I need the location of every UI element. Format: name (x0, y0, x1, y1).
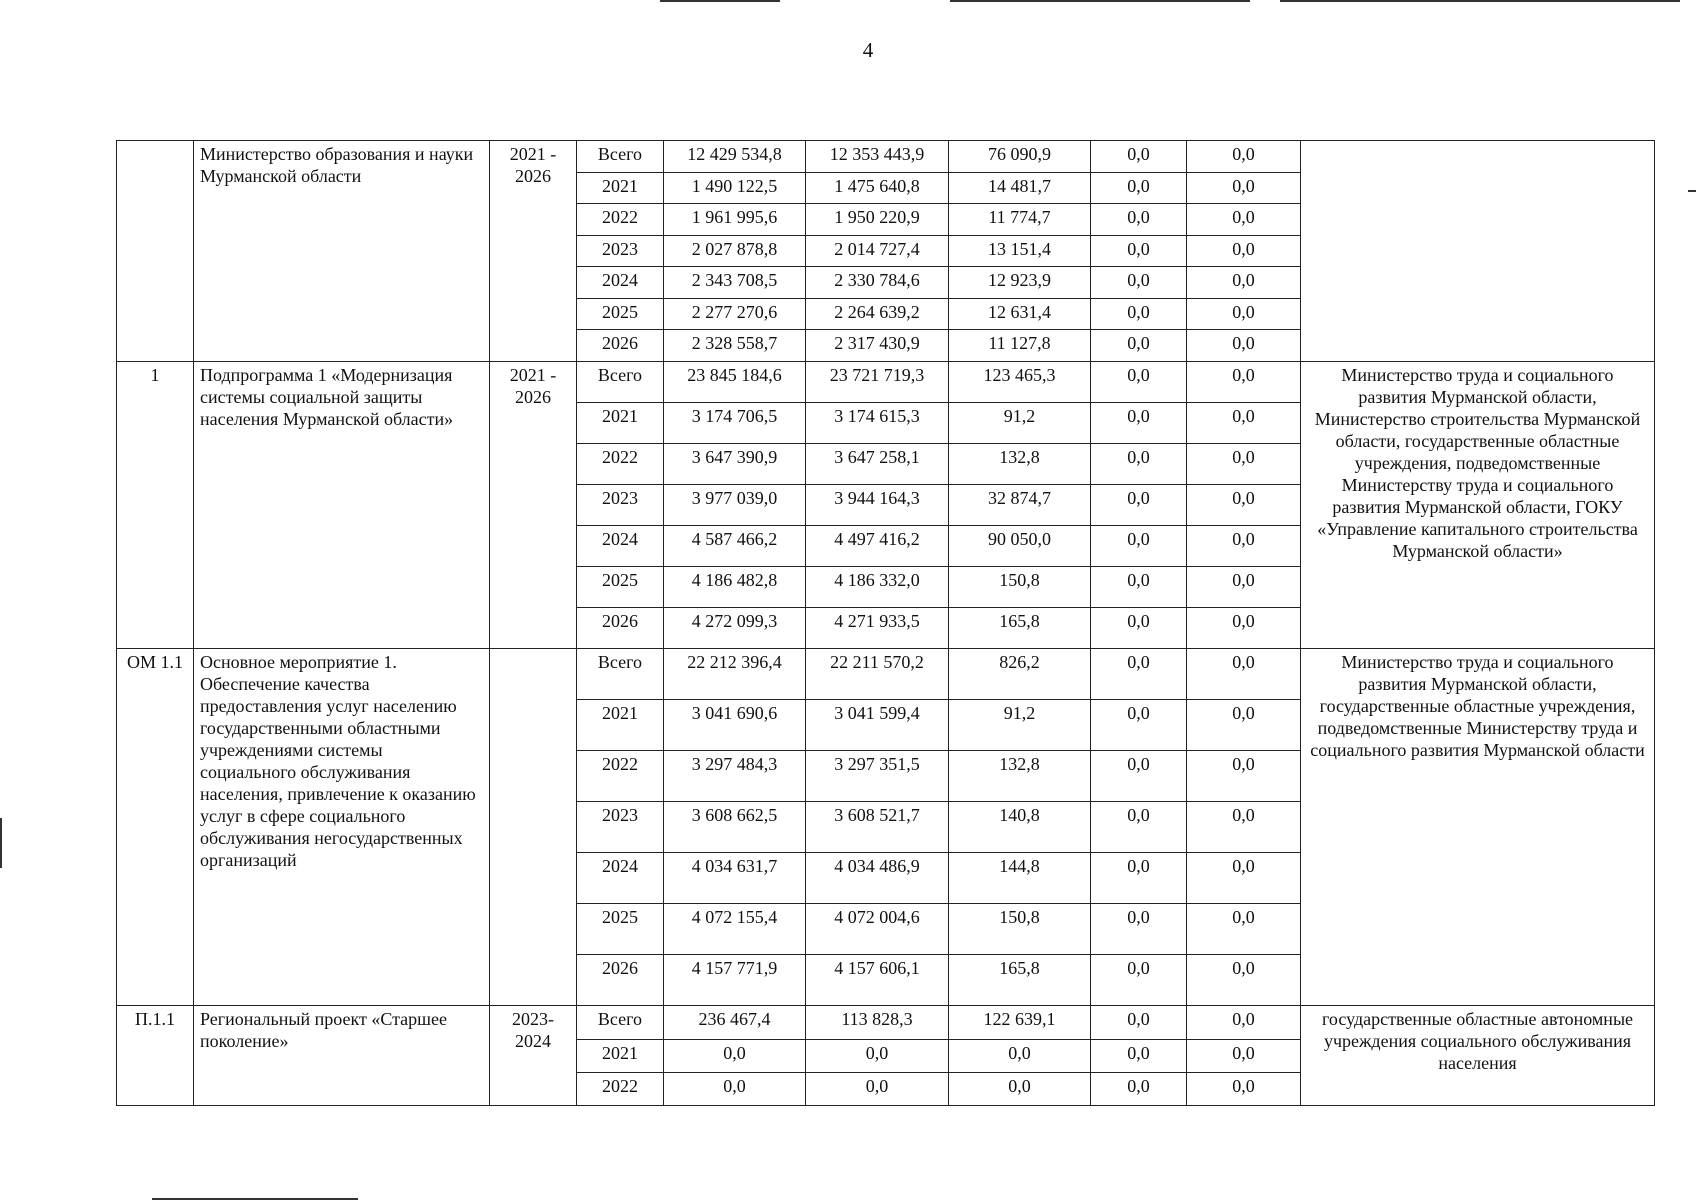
value-cell: 4 072 155,4 (664, 903, 806, 954)
value-cell: 0,0 (1091, 648, 1187, 699)
value-cell: 1 950 220,9 (806, 204, 949, 236)
value-cell: 3 041 599,4 (806, 699, 949, 750)
section-executors (1301, 141, 1655, 362)
value-cell: 0,0 (1187, 402, 1301, 443)
value-cell: 0,0 (1187, 1039, 1301, 1072)
value-cell: 3 608 662,5 (664, 801, 806, 852)
value-cell: 3 297 484,3 (664, 750, 806, 801)
value-cell: 23 721 719,3 (806, 361, 949, 402)
section-period: 2023- 2024 (490, 1005, 577, 1105)
value-cell: 144,8 (949, 852, 1091, 903)
scan-edge-mark (660, 0, 780, 2)
value-cell: 91,2 (949, 699, 1091, 750)
value-cell: 0,0 (806, 1072, 949, 1105)
value-cell: 0,0 (1091, 330, 1187, 362)
year-cell: 2021 (577, 699, 664, 750)
value-cell: 12 631,4 (949, 298, 1091, 330)
value-cell: 0,0 (1187, 330, 1301, 362)
budget-table (116, 140, 1655, 1106)
year-cell: 2024 (577, 852, 664, 903)
value-cell: 4 186 482,8 (664, 566, 806, 607)
section-code: ОМ 1.1 (117, 648, 194, 1005)
value-cell: 0,0 (1091, 1005, 1187, 1039)
value-cell: 4 186 332,0 (806, 566, 949, 607)
value-cell: 0,0 (1091, 566, 1187, 607)
value-cell: 0,0 (1187, 361, 1301, 402)
value-cell: 1 475 640,8 (806, 172, 949, 204)
value-cell: 4 272 099,3 (664, 607, 806, 648)
value-cell: 140,8 (949, 801, 1091, 852)
value-cell: 0,0 (806, 1039, 949, 1072)
value-cell: 0,0 (1091, 954, 1187, 1005)
value-cell: 0,0 (1091, 204, 1187, 236)
value-cell: 3 041 690,6 (664, 699, 806, 750)
value-cell: 14 481,7 (949, 172, 1091, 204)
value-cell: 13 151,4 (949, 235, 1091, 267)
section-name: Основное мероприятие 1. Обеспечение качества предоставления услуг населению государственными областными учреждениями системы социального обслуживания населения, привлечение к оказанию услуг в сфере социального обслуживания негосударственных организаций (194, 648, 490, 1005)
section-executors: Министерство труда и социального развития Мурманской области, Министерство строительства Мурманской области, государственные областные учреждения, подведомственные Министерству труда и социального развития Мурманской области, ГОКУ «Управление капитального строительства Мурманской области» (1301, 361, 1655, 648)
value-cell: 12 429 534,8 (664, 141, 806, 173)
section-name: Подпрограмма 1 «Модернизация системы социальной защиты населения Мурманской области» (194, 361, 490, 648)
value-cell: 132,8 (949, 750, 1091, 801)
section-executors: государственные областные автономные учреждения социального обслуживания населения (1301, 1005, 1655, 1105)
value-cell: 123 465,3 (949, 361, 1091, 402)
value-cell: 0,0 (1091, 484, 1187, 525)
value-cell: 11 127,8 (949, 330, 1091, 362)
value-cell: 0,0 (949, 1072, 1091, 1105)
value-cell: 32 874,7 (949, 484, 1091, 525)
year-cell: 2025 (577, 566, 664, 607)
value-cell: 3 174 706,5 (664, 402, 806, 443)
table-row (117, 361, 1655, 402)
year-cell: 2024 (577, 525, 664, 566)
value-cell: 0,0 (1091, 361, 1187, 402)
value-cell: 4 034 486,9 (806, 852, 949, 903)
value-cell: 3 174 615,3 (806, 402, 949, 443)
section-executors: Министерство труда и социального развития Мурманской области, государственные областные учреждения, подведомственные Министерству труда и социального развития Мурманской области (1301, 648, 1655, 1005)
value-cell: 0,0 (1187, 1005, 1301, 1039)
year-cell: 2025 (577, 903, 664, 954)
value-cell: 826,2 (949, 648, 1091, 699)
value-cell: 2 328 558,7 (664, 330, 806, 362)
table-row (117, 1005, 1655, 1039)
value-cell: 236 467,4 (664, 1005, 806, 1039)
value-cell: 0,0 (1091, 750, 1187, 801)
value-cell: 0,0 (1091, 402, 1187, 443)
value-cell: 2 330 784,6 (806, 267, 949, 299)
value-cell: 11 774,7 (949, 204, 1091, 236)
table-row (117, 648, 1655, 699)
value-cell: 12 923,9 (949, 267, 1091, 299)
value-cell: 0,0 (1187, 172, 1301, 204)
value-cell: 2 014 727,4 (806, 235, 949, 267)
section-period (490, 648, 577, 1005)
value-cell: 0,0 (1187, 852, 1301, 903)
value-cell: 2 317 430,9 (806, 330, 949, 362)
value-cell: 0,0 (664, 1039, 806, 1072)
value-cell: 0,0 (1187, 750, 1301, 801)
value-cell: 0,0 (1187, 648, 1301, 699)
value-cell: 122 639,1 (949, 1005, 1091, 1039)
value-cell: 0,0 (1187, 954, 1301, 1005)
table-row (117, 141, 1655, 173)
value-cell: 0,0 (1187, 267, 1301, 299)
value-cell: 3 647 258,1 (806, 443, 949, 484)
value-cell: 0,0 (1091, 1039, 1187, 1072)
value-cell: 22 211 570,2 (806, 648, 949, 699)
value-cell: 0,0 (1091, 443, 1187, 484)
value-cell: 150,8 (949, 566, 1091, 607)
value-cell: 2 264 639,2 (806, 298, 949, 330)
value-cell: 0,0 (1091, 525, 1187, 566)
year-cell: 2024 (577, 267, 664, 299)
year-cell: 2025 (577, 298, 664, 330)
value-cell: 3 944 164,3 (806, 484, 949, 525)
value-cell: 2 343 708,5 (664, 267, 806, 299)
value-cell: 132,8 (949, 443, 1091, 484)
section-name: Министерство образования и науки Мурманской области (194, 141, 490, 362)
value-cell: 0,0 (1187, 699, 1301, 750)
value-cell: 0,0 (1187, 443, 1301, 484)
value-cell: 165,8 (949, 607, 1091, 648)
section-code (117, 141, 194, 362)
value-cell: 0,0 (1091, 298, 1187, 330)
value-cell: 4 271 933,5 (806, 607, 949, 648)
value-cell: 0,0 (1187, 607, 1301, 648)
value-cell: 90 050,0 (949, 525, 1091, 566)
value-cell: 4 587 466,2 (664, 525, 806, 566)
value-cell: 0,0 (1187, 484, 1301, 525)
year-cell: Всего (577, 141, 664, 173)
scan-edge-mark (1280, 0, 1680, 2)
value-cell: 0,0 (1187, 566, 1301, 607)
value-cell: 3 977 039,0 (664, 484, 806, 525)
value-cell: 0,0 (949, 1039, 1091, 1072)
value-cell: 12 353 443,9 (806, 141, 949, 173)
value-cell: 0,0 (1187, 525, 1301, 566)
year-cell: 2021 (577, 1039, 664, 1072)
value-cell: 0,0 (1187, 801, 1301, 852)
value-cell: 1 490 122,5 (664, 172, 806, 204)
value-cell: 3 608 521,7 (806, 801, 949, 852)
page-number: 4 (862, 38, 874, 62)
value-cell: 0,0 (1187, 141, 1301, 173)
year-cell: 2026 (577, 954, 664, 1005)
year-cell: 2026 (577, 607, 664, 648)
value-cell: 4 034 631,7 (664, 852, 806, 903)
value-cell: 0,0 (1091, 267, 1187, 299)
value-cell: 4 497 416,2 (806, 525, 949, 566)
value-cell: 3 647 390,9 (664, 443, 806, 484)
value-cell: 0,0 (664, 1072, 806, 1105)
year-cell: 2021 (577, 402, 664, 443)
value-cell: 0,0 (1091, 801, 1187, 852)
year-cell: Всего (577, 361, 664, 402)
section-period: 2021 - 2026 (490, 141, 577, 362)
value-cell: 22 212 396,4 (664, 648, 806, 699)
value-cell: 0,0 (1091, 699, 1187, 750)
value-cell: 113 828,3 (806, 1005, 949, 1039)
value-cell: 0,0 (1187, 204, 1301, 236)
year-cell: 2023 (577, 235, 664, 267)
year-cell: 2022 (577, 443, 664, 484)
value-cell: 0,0 (1091, 903, 1187, 954)
section-name: Региональный проект «Старшее поколение» (194, 1005, 490, 1105)
year-cell: 2022 (577, 750, 664, 801)
year-cell: Всего (577, 1005, 664, 1039)
value-cell: 2 027 878,8 (664, 235, 806, 267)
value-cell: 0,0 (1091, 1072, 1187, 1105)
scan-edge-mark (950, 0, 1250, 2)
year-cell: 2023 (577, 484, 664, 525)
value-cell: 23 845 184,6 (664, 361, 806, 402)
value-cell: 76 090,9 (949, 141, 1091, 173)
value-cell: 4 157 771,9 (664, 954, 806, 1005)
value-cell: 0,0 (1187, 298, 1301, 330)
value-cell: 2 277 270,6 (664, 298, 806, 330)
year-cell: Всего (577, 648, 664, 699)
value-cell: 0,0 (1187, 235, 1301, 267)
section-period: 2021 - 2026 (490, 361, 577, 648)
value-cell: 0,0 (1091, 235, 1187, 267)
scan-edge-mark (1688, 190, 1696, 192)
value-cell: 0,0 (1187, 903, 1301, 954)
year-cell: 2022 (577, 1072, 664, 1105)
year-cell: 2023 (577, 801, 664, 852)
value-cell: 1 961 995,6 (664, 204, 806, 236)
value-cell: 0,0 (1187, 1072, 1301, 1105)
year-cell: 2021 (577, 172, 664, 204)
value-cell: 4 157 606,1 (806, 954, 949, 1005)
value-cell: 150,8 (949, 903, 1091, 954)
value-cell: 91,2 (949, 402, 1091, 443)
value-cell: 165,8 (949, 954, 1091, 1005)
year-cell: 2022 (577, 204, 664, 236)
value-cell: 0,0 (1091, 172, 1187, 204)
value-cell: 3 297 351,5 (806, 750, 949, 801)
scan-edge-mark (0, 818, 2, 868)
value-cell: 4 072 004,6 (806, 903, 949, 954)
value-cell: 0,0 (1091, 852, 1187, 903)
section-code: 1 (117, 361, 194, 648)
value-cell: 0,0 (1091, 607, 1187, 648)
value-cell: 0,0 (1091, 141, 1187, 173)
year-cell: 2026 (577, 330, 664, 362)
section-code: П.1.1 (117, 1005, 194, 1105)
